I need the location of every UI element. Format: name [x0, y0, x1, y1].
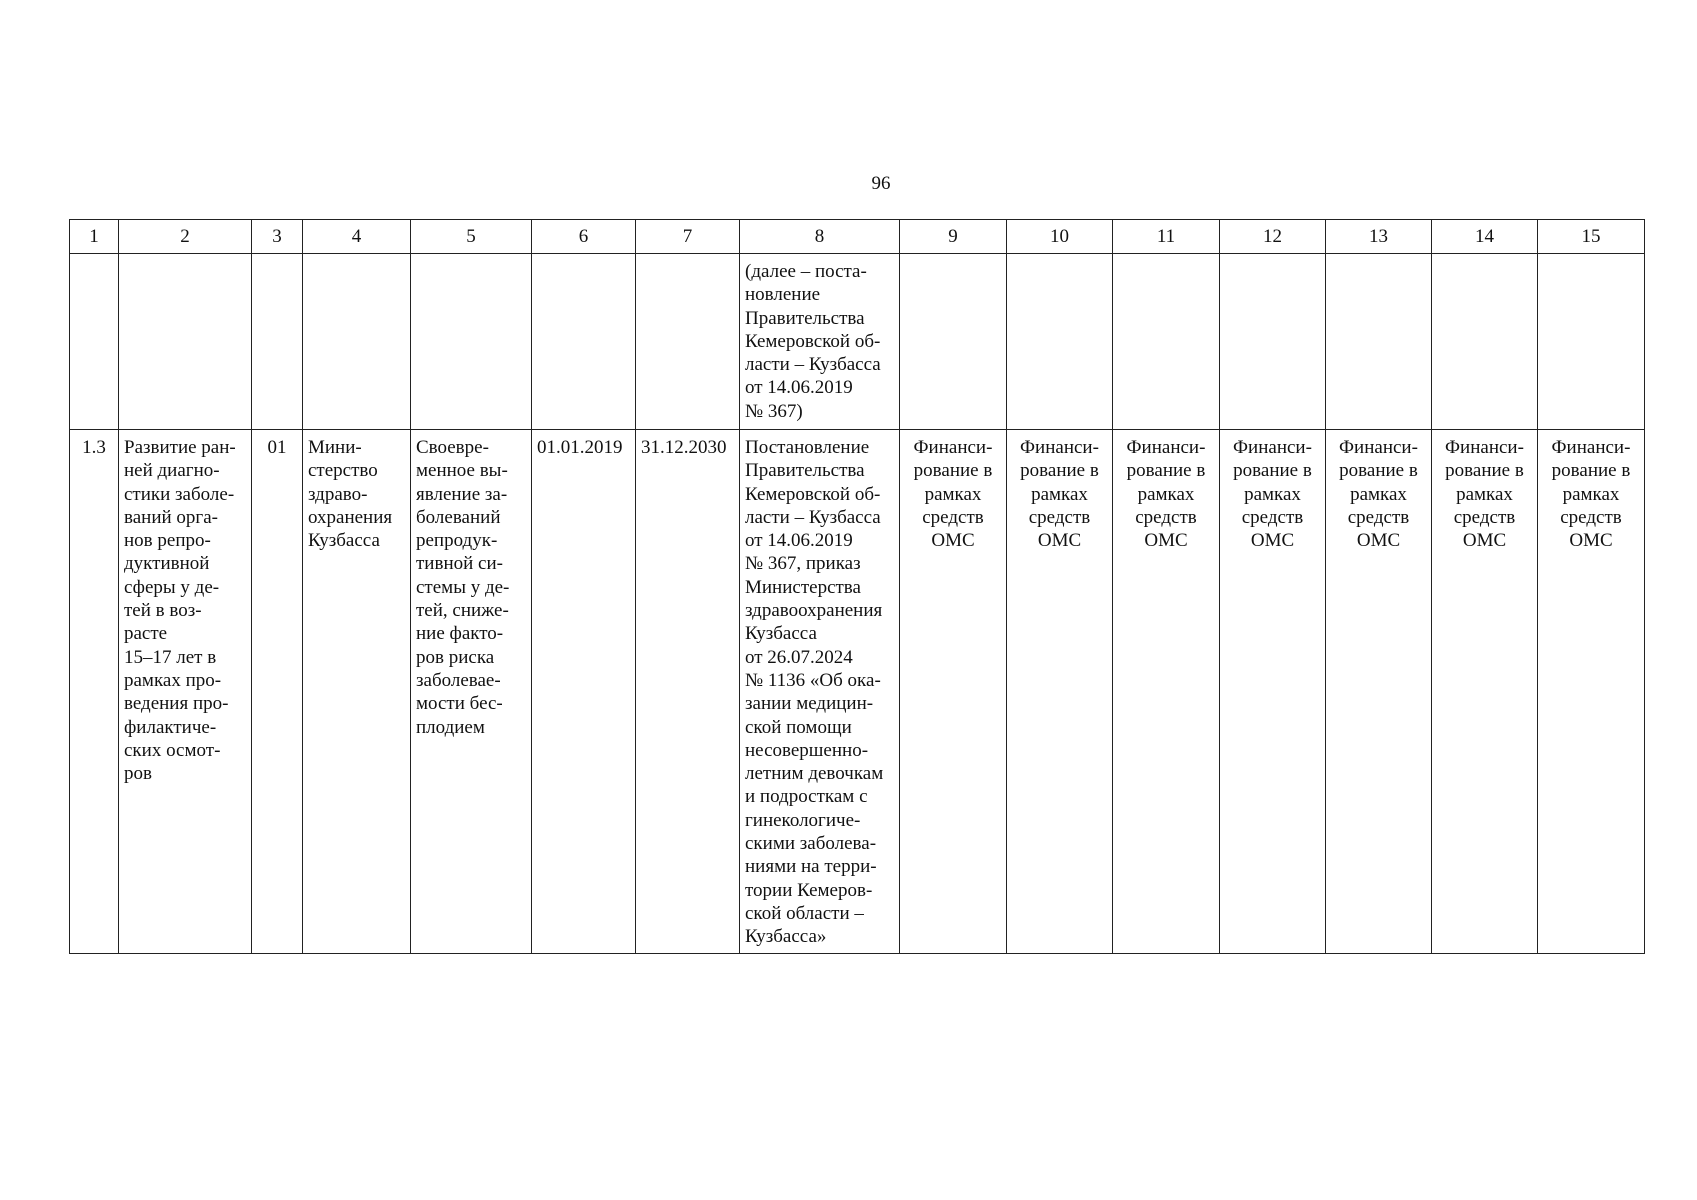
- expected-result-cell: [411, 430, 532, 954]
- header-cell-8: 8: [740, 220, 900, 254]
- activity-name-line: филактиче-: [124, 716, 217, 738]
- cont-cell-8-basis: [740, 254, 900, 430]
- activity-name-line: Развитие ран-: [124, 437, 236, 458]
- result-line: тивной си-: [416, 553, 503, 575]
- financing-cell-10: [1007, 430, 1113, 954]
- financing-cell-13: [1326, 430, 1432, 954]
- financing-line: Финанси-: [1233, 437, 1312, 458]
- financing-line: ОМС: [1144, 530, 1188, 552]
- result-line: Своевре-: [416, 437, 489, 458]
- basis-line: от 26.07.2024: [745, 646, 853, 668]
- basis-line: ской области –: [745, 902, 864, 924]
- financing-line: ОМС: [1250, 530, 1295, 552]
- executor-line: Мини-: [308, 437, 362, 458]
- header-cell-5: 5: [411, 220, 532, 254]
- activity-name-line: нов репро-: [124, 530, 211, 552]
- cont-cell-15: [1538, 254, 1645, 430]
- financing-line: ОМС: [1462, 530, 1507, 552]
- basis-line: Министерства: [745, 576, 861, 598]
- financing-cell-12: [1220, 430, 1326, 954]
- basis-line: Правительства: [745, 460, 865, 482]
- financing-line: средств: [1560, 506, 1622, 528]
- end-date-cell: 31.12.2030: [636, 430, 740, 954]
- basis-line: здравоохранения: [745, 600, 883, 622]
- result-line: менное вы-: [416, 460, 508, 482]
- header-cell-7: 7: [636, 220, 740, 254]
- activity-name-line: ров: [124, 763, 152, 785]
- activity-name-line: ских осмот-: [124, 739, 221, 761]
- financing-line: рамках: [1562, 483, 1620, 505]
- result-line: стемы у де-: [416, 576, 510, 598]
- header-cell-10: 10: [1007, 220, 1113, 254]
- basis-line: от 14.06.2019: [745, 377, 853, 399]
- header-row: [70, 220, 1645, 254]
- cont-cell-1: [70, 254, 119, 430]
- financing-line: рамках: [924, 483, 982, 505]
- activity-name-line: тей в воз-: [124, 600, 202, 622]
- financing-line: ОМС: [931, 530, 975, 552]
- financing-line: рование в: [1233, 460, 1312, 482]
- basis-line: новление: [745, 284, 821, 306]
- table-row-1-3: [70, 430, 1645, 954]
- basis-line: № 1136 «Об ока-: [745, 669, 881, 691]
- financing-cell-9: [900, 430, 1007, 954]
- financing-line: рамках: [1456, 483, 1513, 505]
- financing-line: ОМС: [1356, 530, 1401, 552]
- financing-line: рование в: [1551, 460, 1631, 482]
- basis-line: Кузбасса: [745, 623, 817, 645]
- financing-cell-15: [1538, 430, 1645, 954]
- financing-line: Финанси-: [1020, 437, 1099, 458]
- activity-name-line: сферы у де-: [124, 576, 220, 598]
- cont-cell-14: [1432, 254, 1538, 430]
- result-line: репродук-: [416, 530, 498, 552]
- financing-line: ОМС: [1037, 530, 1082, 552]
- basis-line: Кемеровской об-: [745, 483, 881, 505]
- header-cell-9: 9: [900, 220, 1007, 254]
- activity-name-line: ней диагно-: [124, 460, 220, 482]
- legal-basis-cell: [740, 430, 900, 954]
- financing-line: средств: [1028, 506, 1091, 528]
- financing-line: рование в: [1339, 460, 1418, 482]
- row-number: 1.3: [70, 430, 119, 954]
- financing-line: Финанси-: [1126, 437, 1206, 458]
- basis-line: Кемеровской об-: [745, 330, 881, 352]
- financing-line: Финанси-: [1551, 437, 1631, 458]
- basis-line: ниями на терри-: [745, 856, 877, 878]
- financing-line: рамках: [1350, 483, 1407, 505]
- activity-name-line: 15–17 лет в: [124, 646, 217, 668]
- financing-line: средств: [1135, 506, 1197, 528]
- activity-name-line: дуктивной: [124, 553, 210, 575]
- cont-cell-11: [1113, 254, 1220, 430]
- financing-line: рамках: [1244, 483, 1301, 505]
- financing-line: рование в: [1126, 460, 1206, 482]
- basis-line: № 367, приказ: [745, 553, 861, 575]
- financing-line: ОМС: [1569, 530, 1613, 552]
- financing-line: Финанси-: [1445, 437, 1524, 458]
- header-cell-14: 14: [1432, 220, 1538, 254]
- cont-cell-13: [1326, 254, 1432, 430]
- basis-line: скими заболева-: [745, 833, 877, 855]
- financing-line: средств: [922, 506, 984, 528]
- header-cell-1: 1: [70, 220, 119, 254]
- page-number: 96: [871, 173, 891, 194]
- header-cell-12: 12: [1220, 220, 1326, 254]
- cont-cell-12: [1220, 254, 1326, 430]
- basis-line: ласти – Кузбасса: [745, 506, 881, 528]
- basis-line: Правительства: [745, 307, 865, 329]
- code-cell: 01: [252, 430, 303, 954]
- basis-line: и подросткам с: [745, 786, 868, 808]
- activity-name-cell: [119, 430, 252, 954]
- cont-cell-5: [411, 254, 532, 430]
- financing-line: средств: [1347, 506, 1410, 528]
- basis-line: зании медицин-: [745, 693, 874, 715]
- result-line: тей, сниже-: [416, 600, 509, 622]
- basis-line: ской помощи: [745, 716, 852, 738]
- financing-line: рование в: [1020, 460, 1099, 482]
- executor-line: стерство: [308, 460, 378, 482]
- basis-line: летним девочкам: [745, 763, 884, 785]
- financing-line: средств: [1453, 506, 1516, 528]
- basis-line: несовершенно-: [745, 739, 869, 761]
- result-line: явление за-: [416, 483, 508, 505]
- result-line: мости бес-: [416, 693, 503, 715]
- cont-cell-4: [303, 254, 411, 430]
- cont-cell-2: [119, 254, 252, 430]
- header-cell-3: 3: [252, 220, 303, 254]
- result-line: заболевае-: [416, 669, 501, 691]
- header-cell-6: 6: [532, 220, 636, 254]
- program-table: [69, 219, 1645, 954]
- executor-line: здраво-: [308, 483, 368, 505]
- result-line: ров риска: [416, 646, 495, 668]
- cont-cell-10: [1007, 254, 1113, 430]
- activity-name-line: расте: [124, 623, 168, 645]
- financing-line: рование в: [1445, 460, 1524, 482]
- result-line: болеваний: [416, 506, 501, 528]
- financing-cell-11: [1113, 430, 1220, 954]
- executor-cell: [303, 430, 411, 954]
- activity-name-line: ведения про-: [124, 693, 229, 715]
- financing-line: рование в: [913, 460, 993, 482]
- financing-line: Финанси-: [913, 437, 993, 458]
- activity-name-line: ваний орга-: [124, 506, 218, 528]
- activity-name-line: стики заболе-: [124, 483, 235, 505]
- basis-line: от 14.06.2019: [745, 530, 853, 552]
- basis-line: Кузбасса»: [745, 926, 827, 948]
- basis-line: № 367): [745, 400, 803, 422]
- activity-name-line: рамках про-: [124, 669, 222, 691]
- header-cell-2: 2: [119, 220, 252, 254]
- basis-line: ласти – Кузбасса: [745, 354, 881, 376]
- start-date-cell: 01.01.2019: [532, 430, 636, 954]
- financing-line: Финанси-: [1339, 437, 1418, 458]
- table-row-continuation: [70, 254, 1645, 430]
- basis-line: Постановление: [745, 437, 870, 458]
- result-line: плодием: [416, 716, 485, 738]
- financing-cell-14: [1432, 430, 1538, 954]
- header-cell-4: 4: [303, 220, 411, 254]
- header-cell-13: 13: [1326, 220, 1432, 254]
- result-line: ние факто-: [416, 623, 504, 645]
- financing-line: средств: [1241, 506, 1304, 528]
- header-cell-11: 11: [1113, 220, 1220, 254]
- financing-line: рамках: [1137, 483, 1195, 505]
- cont-cell-3: [252, 254, 303, 430]
- basis-line: (далее – поста-: [745, 261, 867, 282]
- cont-cell-7: [636, 254, 740, 430]
- cont-cell-6: [532, 254, 636, 430]
- basis-line: тории Кемеров-: [745, 879, 873, 901]
- executor-line: Кузбасса: [308, 530, 380, 552]
- executor-line: охранения: [308, 506, 393, 528]
- financing-line: рамках: [1031, 483, 1088, 505]
- cont-cell-9: [900, 254, 1007, 430]
- header-cell-15: 15: [1538, 220, 1645, 254]
- basis-line: гинекологиче-: [745, 809, 861, 831]
